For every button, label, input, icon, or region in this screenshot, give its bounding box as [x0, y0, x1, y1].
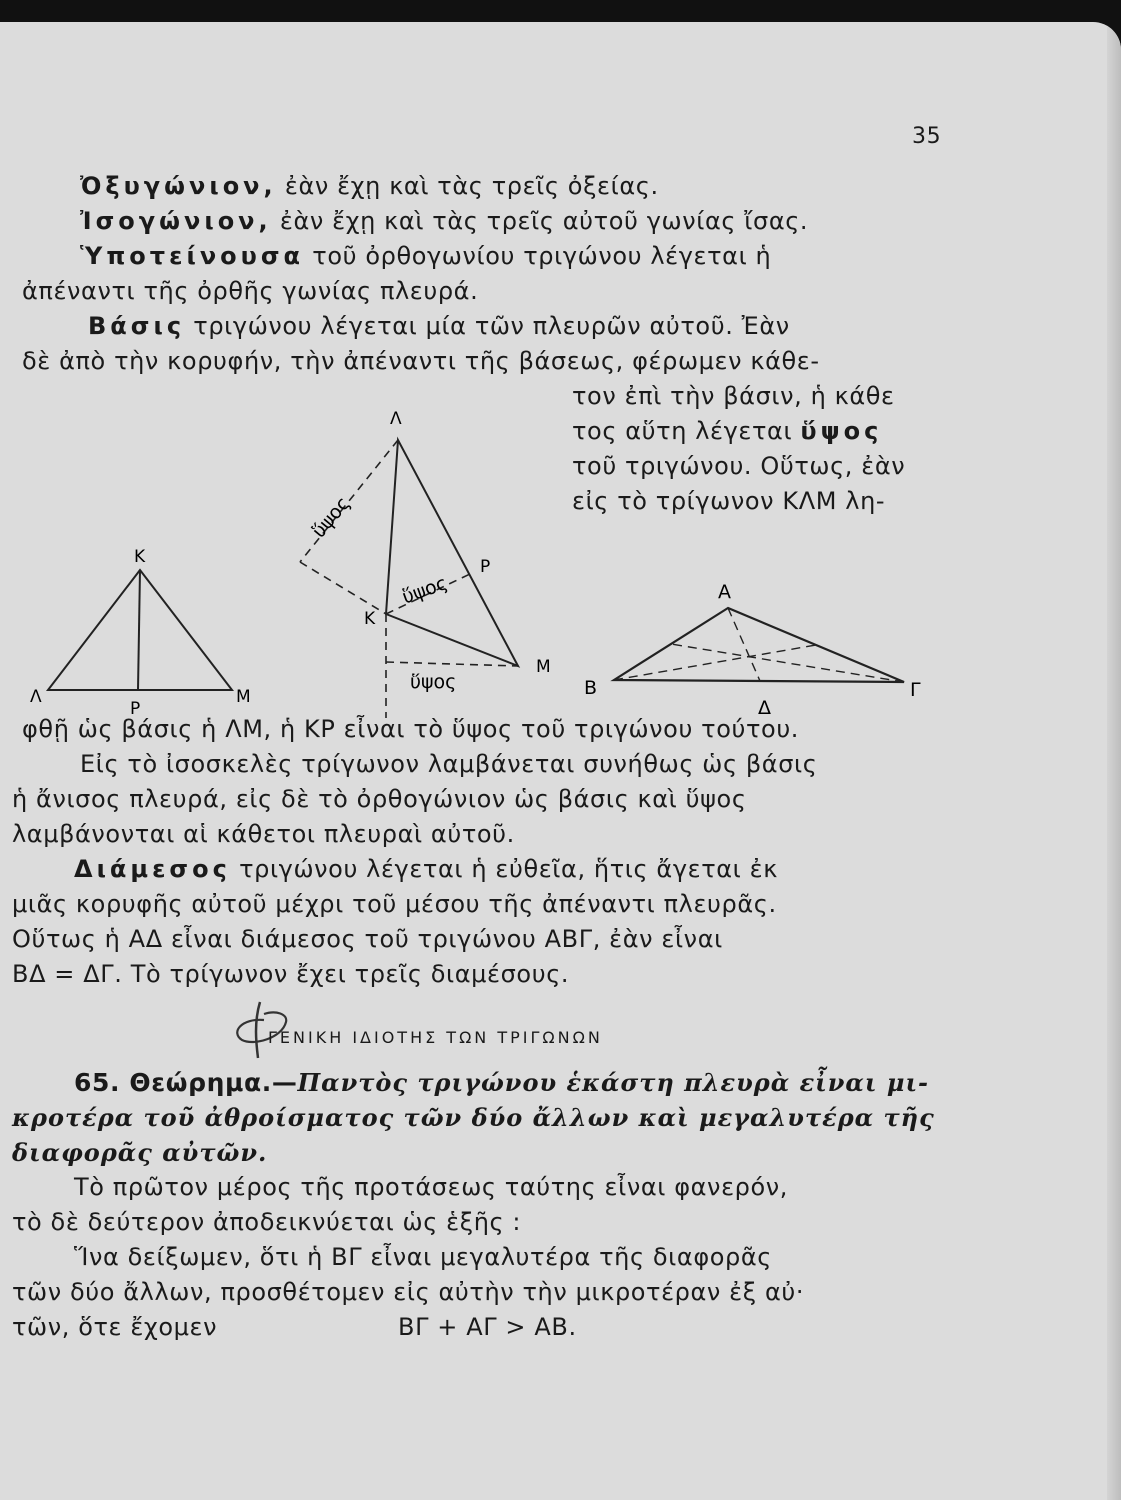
- figure-obtuse-triangle: [386, 440, 518, 666]
- text-line: ΒΔ = ΔΓ. Τὸ τρίγωνον ἔχει τρεῖς διαμέσους.: [12, 960, 570, 988]
- figure-isosceles-triangle: [48, 570, 232, 690]
- label-fig3-B: Β: [584, 677, 598, 699]
- text-line: τῶν, ὅτε ἔχομεν: [12, 1313, 218, 1341]
- text-line: τριγώνου λέγεται ἡ εὐθεῖα, ἥτις ἄγεται ἐκ: [230, 855, 778, 883]
- text-line: μιᾶς κορυφῆς αὐτοῦ μέχρι τοῦ μέσου τῆς ἀπέναντι πλευρᾶς.: [12, 890, 777, 918]
- text-line: τῶν δύο ἄλλων, προσθέτομεν εἰς αὐτὴν τὴν μικροτέραν ἐξ αὐ·: [12, 1278, 805, 1306]
- definition-hypotenuse: [80, 242, 771, 270]
- text-line: Τὸ πρῶτον μέρος τῆς προτάσεως ταύτης εἶναι φανερόν,: [74, 1173, 788, 1201]
- figure-triangle-medians: [614, 608, 904, 682]
- text-line: τριγώνου λέγεται μία τῶν πλευρῶν αὐτοῦ. Ἐὰν: [185, 312, 790, 340]
- label-hypsos-bottom: ὕψος: [410, 671, 457, 693]
- definition-median: [74, 855, 778, 883]
- definition-acute: [80, 172, 659, 200]
- label-fig3-D: Δ: [758, 697, 771, 719]
- book-page: [0, 22, 1121, 1500]
- text-line: λαμβάνονται αἱ κάθετοι πλευραὶ αὐτοῦ.: [12, 820, 515, 848]
- label-fig3-A: Α: [718, 581, 731, 603]
- label-fig1-L: Λ: [30, 687, 42, 707]
- term-hypotenuse: Ὑποτείνουσα: [80, 242, 305, 270]
- text-line: τον ἐπὶ τὴν βάσιν, ἡ κάθε: [572, 382, 895, 410]
- figure-median-lines: [614, 608, 904, 682]
- theorem-text: διαφορᾶς αὐτῶν.: [12, 1138, 268, 1167]
- figure-height-lines: [300, 440, 518, 718]
- label-fig2-L: Λ: [390, 409, 402, 429]
- text-line: Εἰς τὸ ἰσοσκελὲς τρίγωνον λαμβάνεται συνήθως ὡς βάσις: [80, 750, 818, 778]
- text-line: ἐὰν ἔχῃ καὶ τὰς τρεῖς αὐτοῦ γωνίας ἴσας.: [271, 207, 809, 235]
- text-line: ἐὰν ἔχῃ καὶ τὰς τρεῖς ὀξείας.: [276, 172, 659, 200]
- figures: [0, 382, 1121, 762]
- label-fig1-M: Μ: [236, 687, 251, 707]
- definition-base: [88, 312, 790, 340]
- text-line: τοῦ τριγώνου. Οὕτως, ἐὰν: [572, 452, 906, 480]
- text-line: δὲ ἀπὸ τὴν κορυφήν, τὴν ἀπέναντι τῆς βάσεως, φέρωμεν κάθε-: [22, 347, 820, 375]
- page-number: 35: [912, 124, 942, 149]
- term-median: Διάμεσος: [74, 855, 231, 883]
- label-hypsos-left: ὕψος: [307, 492, 355, 543]
- text-line: τος αὕτη λέγεται: [572, 417, 801, 445]
- theorem-label: 65. Θεώρημα.—: [74, 1068, 298, 1097]
- theorem-text: κροτέρα τοῦ ἀθροίσματος τῶν δύο ἄλλων καὶ μεγαλυτέρα τῆς: [12, 1103, 935, 1132]
- theorem-line-1: [74, 1068, 929, 1097]
- definition-equiangular: [80, 207, 808, 235]
- label-fig2-P: Ρ: [480, 557, 491, 577]
- section-heading: ΓΕΝΙΚΗ ΙΔΙΟΤΗΣ ΤΩΝ ΤΡΙΓΩΝΩΝ: [268, 1028, 603, 1047]
- text-line: ἀπέναντι τῆς ὀρθῆς γωνίας πλευρά.: [22, 277, 479, 305]
- label-hypsos-middle: ὕψος: [399, 571, 451, 609]
- term-base: Βάσις: [88, 312, 186, 340]
- handwritten-phi-mark: [224, 992, 304, 1062]
- text-line: φθῇ ὡς βάσις ἡ ΛΜ, ἡ ΚΡ εἶναι τὸ ὕψος τοῦ τριγώνου τούτου.: [22, 715, 800, 743]
- formula: ΒΓ + ΑΓ > ΑΒ.: [398, 1313, 577, 1341]
- term-height: ὕψος: [800, 417, 883, 445]
- term-acute: Ὀξυγώνιον,: [80, 172, 277, 200]
- label-fig1-K: Κ: [134, 547, 146, 567]
- text-line: ἡ ἄνισος πλευρά, εἰς δὲ τὸ ὀρθογώνιον ὡς βάσις καὶ ὕψος: [12, 785, 747, 813]
- text-line: τὸ δὲ δεύτερον ἀποδεικνύεται ὡς ἑξῆς :: [12, 1208, 522, 1236]
- text-line: εἰς τὸ τρίγωνον ΚΛΜ λη-: [572, 487, 886, 515]
- theorem-text: Παντὸς τριγώνου ἑκάστη πλευρὰ εἶναι μι-: [297, 1068, 930, 1097]
- text-line: Ἵνα δείξωμεν, ὅτι ἡ ΒΓ εἶναι μεγαλυτέρα τῆς διαφορᾶς: [74, 1243, 772, 1271]
- text-line: τοῦ ὀρθογωνίου τριγώνου λέγεται ἡ: [304, 242, 772, 270]
- label-fig2-M: Μ: [536, 657, 551, 677]
- label-fig3-G: Γ: [910, 679, 921, 701]
- label-fig1-P: Ρ: [130, 699, 141, 719]
- label-fig2-K: Κ: [364, 609, 376, 629]
- term-equiangular: Ἰσογώνιον,: [80, 207, 272, 235]
- text-line: Οὕτως ἡ ΑΔ εἶναι διάμεσος τοῦ τριγώνου ΑΒΓ, ἐὰν εἶναι: [12, 925, 723, 953]
